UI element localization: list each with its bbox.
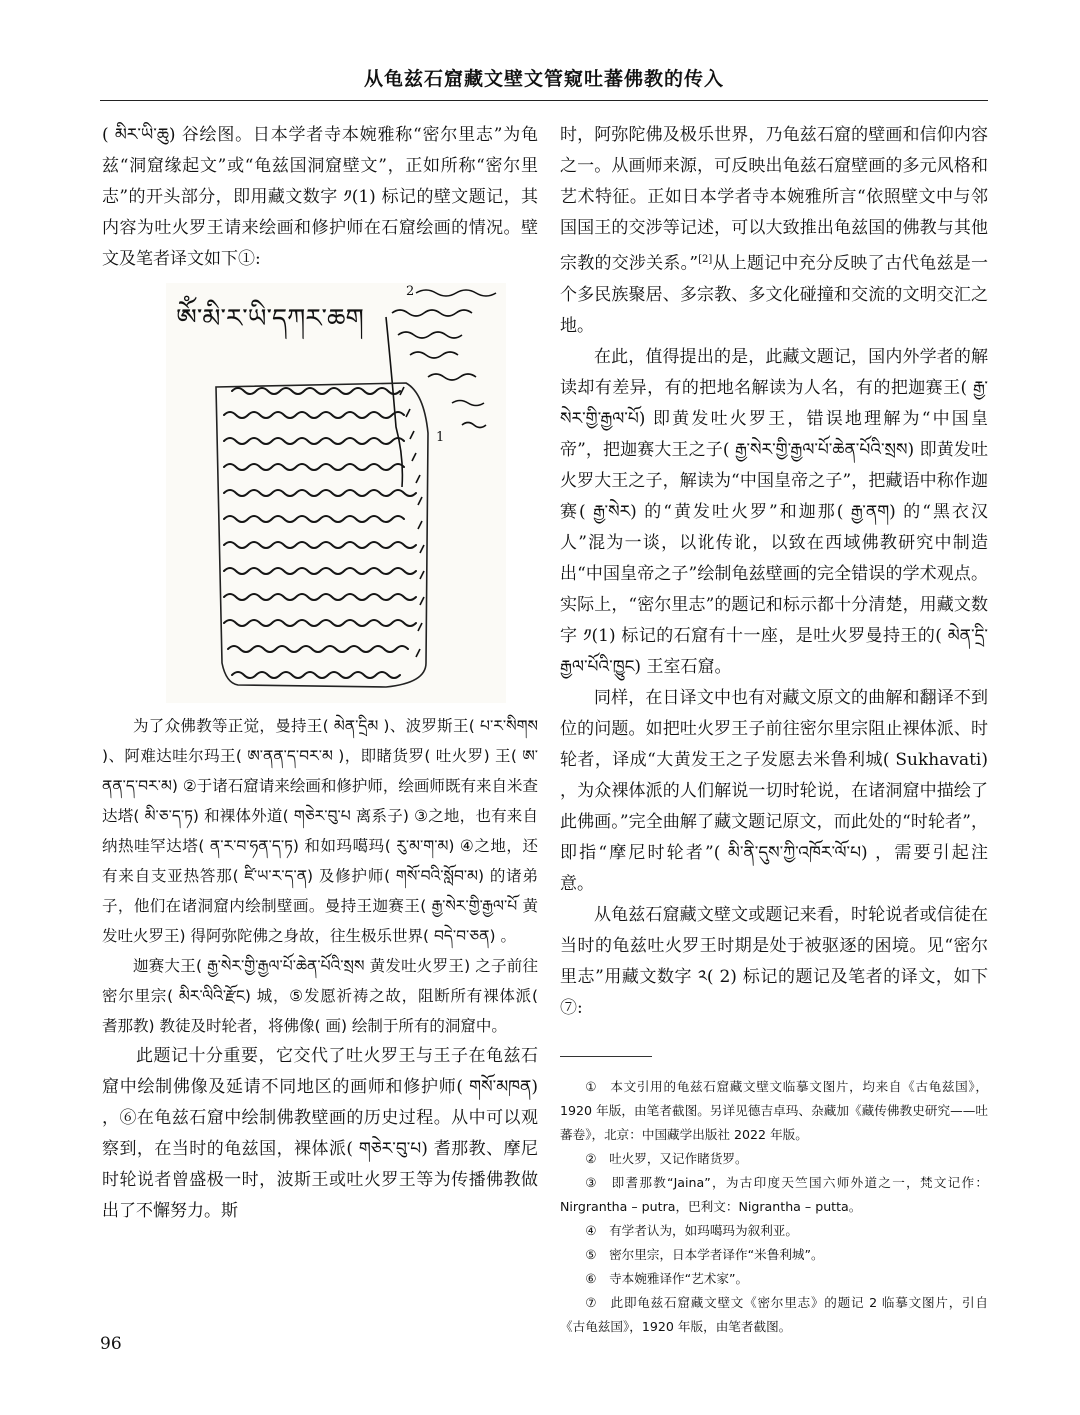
body-paragraph: 此题记十分重要，它交代了吐火罗王与王子在龟兹石窟中绘制佛像及延请不同地区的画师和修护师( གསོ་མཁན) ，⑥在龟兹石窟中绘制佛教壁画的历史过程。从中可以观察到，在当时的龟兹国，裸体派( གཅེར་བུ་པ) 耆那教、摩尼时轮说者曾盛极一时，波斯王或吐火罗王等为传播佛教做出了不懈努力。斯 (102, 1046, 538, 1221)
body-paragraph: 从龟兹石窟藏文壁文或题记来看，时轮说者或信徒在当时的龟兹吐火罗王时期是处于被驱逐的困境。见“密尔里志”用藏文数字 ༢( 2) 标记的题记及笔者的译文，如下⑦: (560, 904, 988, 1018)
footnote: ② 吐火罗，又记作睹货罗。 (585, 1150, 748, 1166)
inscription-lines (224, 388, 416, 678)
figure-line-number: 1 (436, 430, 445, 445)
translation-paragraph: 迦赛大王( རྒྱ་སེར་གྱི་རྒྱལ་པོ་ཆེན་པོའི་སྲས 黄发吐火罗王) 之子前往密尔里宗( མིར་ལིའི་རྫོང) 城，⑤发愿祈祷之故，阻断所有裸体派( 耆那教) 教徒及时轮者，将佛像( 画) 绘制于所有的洞窟中。 (102, 957, 538, 1035)
left-column (102, 120, 538, 1227)
paragraph-text: 从上题记中充分反映了古代龟兹是一个多民族聚居、多宗教、多文化碰撞和交流的文明交汇之地。 (560, 253, 988, 336)
right-column (560, 120, 988, 1339)
footnote: ⑥ 寺本婉雅译作“艺术家”。 (585, 1270, 749, 1286)
footnote-rule (560, 1056, 652, 1057)
footnotes (560, 1075, 988, 1339)
paragraph-text: 时，阿弥陀佛及极乐世界，乃龟兹石窟的壁画和信仰内容之一。从画师来源，可反映出龟兹石窟壁画的多元风格和艺术特征。正如日本学者寺本婉雅所言“依照壁文中与邻国国王的交涉等记述，可以大致推出龟兹国的佛教与其他宗教的交涉关系。” (560, 125, 988, 274)
inscription-drawing (166, 283, 506, 703)
footnote: ① 本文引用的龟兹石窟藏文壁文临摹文图片，均来自《古龟兹国》，1920 年版，由笔者截图。另详见德吉卓玛、杂藏加《藏传佛教史研究——吐蕃卷》，北京：中国藏学出版社 2022 年版。 (560, 1078, 988, 1142)
footnote: ⑦ 此即龟兹石窟藏文壁文《密尔里志》的题记 2 临摹文图片，引自《古龟兹国》，1920 年版，由笔者截图。 (560, 1294, 988, 1334)
inscription-ticks (400, 387, 424, 657)
body-paragraph: ( མིར་ཡི་ཆུ) 谷绘图。日本学者寺本婉雅称“密尔里志”为龟兹“洞窟缘起文”或“龟兹国洞窟壁文”，正如所称“密尔里志”的开头部分，即用藏文数字 ༡(1) 标记的壁文题记，其内容为吐火罗王请来绘画和修护师在石窟绘画的情况。壁文及笔者译文如下①: (102, 125, 538, 269)
footnote: ⑤ 密尔里宗，日本学者译作“米鲁利城”。 (585, 1246, 824, 1262)
inscription-figure (166, 283, 506, 703)
translation-paragraph: 为了众佛教等正觉，曼持王( མེན་དྲིམ )、波罗斯王( པ་ར་སིགས )、阿难达哇尔玛王( ཨ་ནན་ད་བར་མ )，即睹货罗( 吐火罗) 王( ཨ་ནན་ད་བར་མ) ②于诸石窟请来绘画和修护师，绘画师既有来自米查达塔( མི་ཅ་ད་ཏ) 和裸体外道( གཅེར་བུ་པ 离系子) ③之地，也有来自纳热哇罕达塔( ན་ར་བ་ཧན་ད་ཏ) 和如玛噶玛( རུ་མ་ག་མ) ④之地，还有来自支亚热答那( ཛི་ཡ་ར་ད་ན) 及修护师( གསོ་བའི་སློབ་མ) 的诸弟子，他们在诸洞窟内绘制壁画。曼持王迦赛王( རྒྱ་སེར་གྱི་རྒྱལ་པོ 黄发吐火罗王) 得阿弥陀佛之身故，往生极乐世界( བདེ་བ་ཅན) 。 (102, 717, 538, 945)
header-rule (100, 100, 988, 101)
citation-ref: [2] (698, 254, 713, 265)
body-paragraph: 在此，值得提出的是，此藏文题记，国内外学者的解读却有差异，有的把地名解读为人名，有的把迦赛王( རྒྱ་སེར་གྱི་རྒྱལ་པོ) 即黄发吐火罗王，错误地理解为“中国皇帝”，把迦赛大王之子( རྒྱ་སེར་གྱི་རྒྱལ་པོ་ཆེན་པོའི་སྲས) 即黄发吐火罗大王之子，解读为“中国皇帝之子”，把藏语中称作迦赛( རྒྱ་སེར) 的“黄发吐火罗”和迦那( རྒྱ་ནག) 的“黑衣汉人”混为一谈，以讹传讹，以致在西域佛教研究中制造出“中国皇帝之子”绘制龟兹壁画的完全错误的学术观点。实际上，“密尔里志”的题记和标示都十分清楚，用藏文数字 ༡(1) 标记的石窟有十一座，是吐火罗曼持王的( མེན་དྲི་རྒྱལ་པོའི་ཁྱུང) 王室石窟。 (560, 346, 988, 677)
footnote: ④ 有学者认为，如玛噶玛为叙利亚。 (585, 1222, 798, 1238)
footnote: ③ 即耆那教“Jaina”，为古印度天竺国六师外道之一，梵文记作：Nirgrantha – putra，巴利文：Nigrantha – putta。 (560, 1174, 988, 1214)
inscription-heading: ཨོཾ་མི་ར་ཡི་དཀར་ཆག (176, 304, 364, 334)
running-head: 从龟兹石窟藏文壁文管窥吐蕃佛教的传入 (363, 68, 724, 90)
page-number: 96 (100, 1334, 122, 1354)
figure-line-number: 2 (406, 284, 415, 299)
body-paragraph: 同样，在日译文中也有对藏文原文的曲解和翻译不到位的问题。如把吐火罗王子前往密尔里宗阻止裸体派、时轮者，译成“大黄发王之子发愿去米鲁利城( Sukhavati) ，为众裸体派的人们解说一切时轮说，在诸洞窟中描绘了此佛画。”完全曲解了藏文题记原文，而此处的“时轮者”，即指“摩尼时轮者”( མི་ནི་དུས་ཀྱི་འཁོར་ལོ་པ) ，需要引起注意。 (560, 687, 988, 894)
body-paragraph (560, 120, 988, 342)
